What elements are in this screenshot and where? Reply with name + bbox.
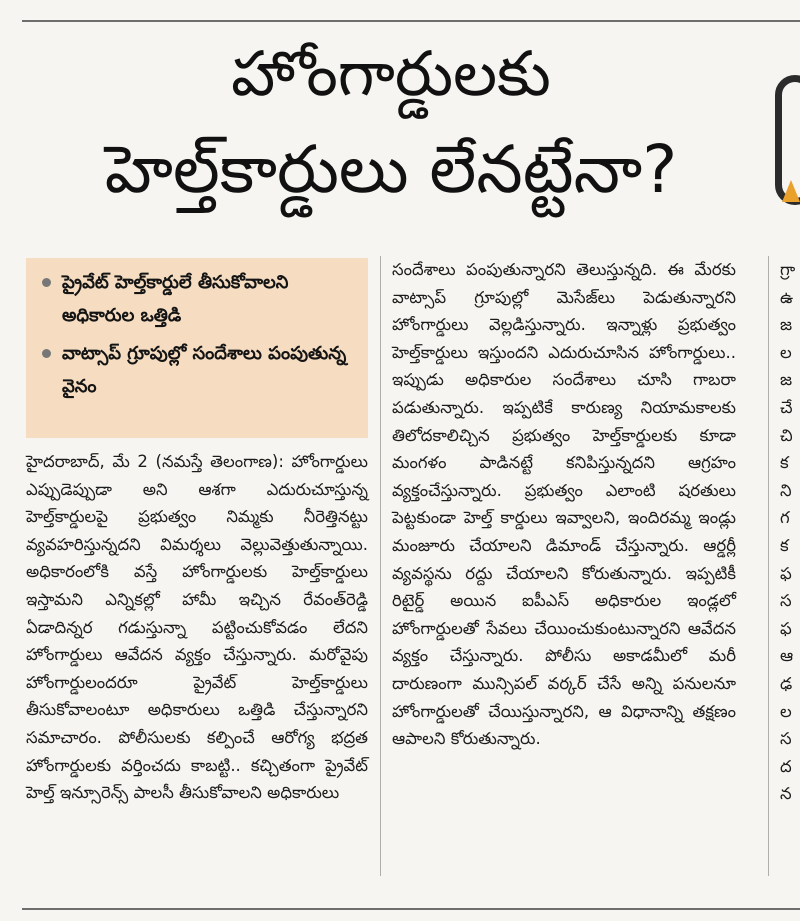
column-3-fragment: న bbox=[780, 784, 792, 804]
column-3-fragment: ఢ bbox=[780, 673, 793, 693]
column-divider bbox=[768, 256, 769, 876]
column-3-fragment: క bbox=[780, 535, 789, 555]
column-3-fragment: చే bbox=[780, 397, 793, 417]
column-3-fragment: స bbox=[780, 729, 792, 749]
column-3-fragment: స bbox=[780, 591, 792, 611]
bullet-icon bbox=[42, 278, 51, 287]
column-3-fragment: గ్రా bbox=[780, 260, 796, 279]
column-3-fragment: ల bbox=[780, 342, 792, 362]
article-column-2 bbox=[392, 256, 736, 753]
bullet-icon bbox=[42, 349, 51, 358]
column-1-text: హైదరాబాద్, మే 2 (నమస్తే తెలంగాణ): హోంగార్డులు ఎప్పుడెప్పుడా అని ఆశగా ఎదురుచూస్తున్న హెల్త్‌కార్డులపై ప్రభుత్వం నిమ్మకు నీరెత్తినట్టు వ్యవహరిస్తున్నదని విమర్శలు వెల్లువెత్తుతున్నాయి. అధికారంలోకి వస్తే హోంగార్డులకు హెల్త్‌కార్డులు ఇస్తామని ఎన్నికల్లో హామీ ఇచ్చిన రేవంత్‌రెడ్డి ఏడాదిన్నర గడుస్తున్నా పట్టించుకోవడం లేదని హోంగార్డులు ఆవేదన వ్యక్తం చేస్తున్నారు. మరోవైపు హోంగార్డులందరూ ప్రైవేట్ హెల్త్‌కార్డులు తీసుకోవాలంటూ అధికారులు ఒత్తిడి చేస్తున్నారని సమాచారం. పోలీసులకు కల్పించే ఆరోగ్య భద్రత హోంగార్డులకు వర్తించదు కాబట్టి.. కచ్చితంగా ప్రైవేట్ హెల్త్ ఇన్సూరెన్స్ పాలసీ తీసుకోవాలని అధికారులు bbox=[26, 452, 368, 803]
column-divider bbox=[380, 256, 381, 876]
column-3-fragment: ఆ bbox=[780, 646, 794, 666]
column-3-fragment: జ bbox=[780, 370, 793, 390]
column-3-fragment: ఫ bbox=[780, 618, 792, 638]
adjacent-article-accent bbox=[782, 180, 800, 202]
top-rule bbox=[22, 20, 800, 22]
column-3-fragment: ఉ bbox=[780, 287, 794, 307]
column-3-fragment: ద bbox=[780, 756, 792, 776]
highlight-item bbox=[42, 337, 358, 403]
headline bbox=[22, 30, 760, 222]
column-3-fragment: ఫ bbox=[780, 563, 792, 583]
headline-line-2: హెల్త్‌కార్డులు లేనట్టేనా? bbox=[104, 131, 678, 208]
headline-line-1: హోంగార్డులకు bbox=[231, 37, 551, 110]
column-3-fragment: జ bbox=[780, 315, 793, 335]
adjacent-article-column bbox=[780, 256, 800, 808]
column-3-fragment: ల bbox=[780, 701, 792, 721]
article-column-1 bbox=[26, 448, 368, 807]
bottom-rule bbox=[22, 908, 800, 910]
column-2-text: సందేశాలు పంపుతున్నారని తెలుస్తున్నది. ఈ మేరకు వాట్సాప్ గ్రూపుల్లో మెసేజ్‌లు పెడుతున్నారని హోంగార్డులు వెల్లడిస్తున్నారు. ఇన్నాళ్లు ప్రభుత్వం హెల్త్‌కార్డులు ఇస్తుందని ఎదురుచూసిన హోంగార్డులు.. ఇప్పుడు అధికారుల సందేశాలు చూసి గాబరా పడుతున్నారు. ఇప్పటికే కారుణ్య నియామకాలకు తిలోదకాలిచ్చిన ప్రభుత్వం హెల్త్‌కార్డులకు కూడా మంగళం పాడినట్టే కనిపిస్తున్నదని ఆగ్రహం వ్యక్తంచేస్తున్నారు. ప్రభుత్వం ఎలాంటి షరతులు పెట్టకుండా హెల్త్ కార్డులు ఇవ్వాలని, ఇందిరమ్మ ఇండ్లు మంజూరు చేయాలని డిమాండ్ చేస్తున్నారు. ఆర్డర్లీ వ్యవస్థను రద్దు చేయాలని కోరుతున్నారు. ఇప్పటికీ రిటైర్డ్ అయిన ఐపీఎస్ అధికారుల ఇండ్లలో హోంగార్డులతో సేవలు చేయించుకుంటున్నారని ఆవేదన వ్యక్తం చేస్తున్నారు. పోలీసు అకాడమీలో మరీ దారుణంగా మున్సిపల్ వర్కర్ చేసే అన్ని పనులనూ హోంగార్డులతో చేయిస్తున్నారని, ఆ విధానాన్ని తక్షణం ఆపాలని కోరుతున్నారు. bbox=[392, 260, 736, 749]
highlights-box bbox=[26, 258, 368, 438]
column-3-fragment: క bbox=[780, 453, 789, 473]
highlight-text: వాట్సాప్ గ్రూపుల్లో సందేశాలు పంపుతున్న వైనం bbox=[62, 343, 347, 397]
column-3-fragment: గ bbox=[780, 508, 790, 528]
highlight-item bbox=[42, 266, 358, 332]
column-3-fragment: చి bbox=[780, 425, 793, 445]
highlight-text: ప్రైవేట్ హెల్త్‌కార్డులే తీసుకోవాలని అధికారుల ఒత్తిడి bbox=[62, 272, 289, 326]
column-3-fragment: ని bbox=[780, 480, 792, 500]
